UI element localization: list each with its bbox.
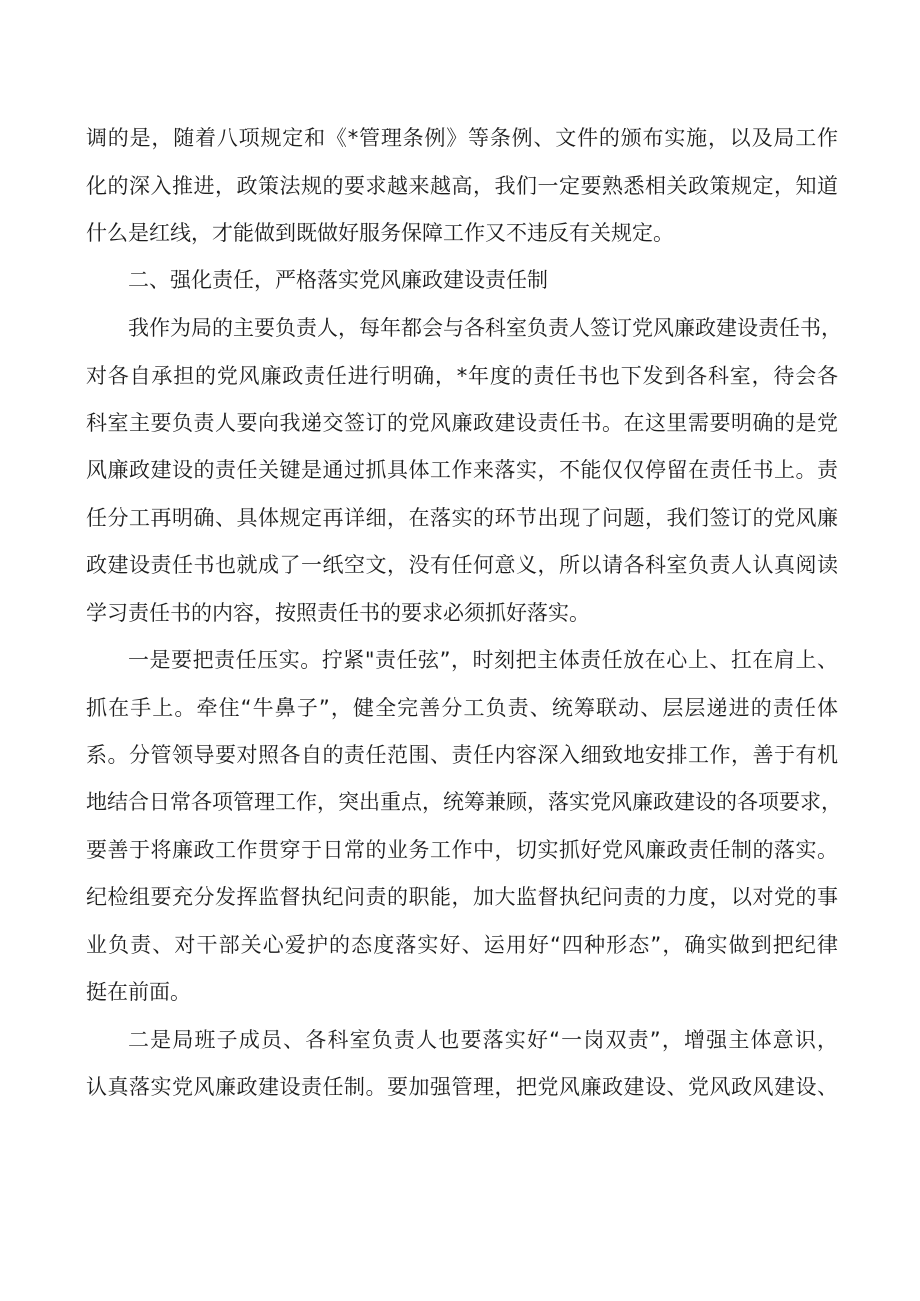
text-line: 调的是，随着八项规定和《*管理条例》等条例、文件的颁布实施，以及局工作: [86, 126, 838, 150]
text-line: 认真落实党风廉政建设责任制。要加强管理，把党风廉政建设、党风政风建设、: [86, 1075, 838, 1099]
text-line: 风廉政建设的责任关键是通过抓具体工作来落实，不能仅仅停留在责任书上。责: [86, 458, 838, 482]
text-line: 挺在前面。: [86, 980, 191, 1004]
text-line: 科室主要负责人要向我递交签订的党风廉政建设责任书。在这里需要明确的是党: [86, 411, 838, 435]
text-line: 学习责任书的内容，按照责任书的要求必须抓好落实。: [86, 601, 590, 625]
text-line: 要善于将廉政工作贯穿于日常的业务工作中，切实抓好党风廉政责任制的落实。: [86, 838, 838, 862]
text-line: 业负责、对干部关心爱护的态度落实好、运用好“四种形态”，确实做到把纪律: [86, 933, 838, 957]
text-line: 化的深入推进，政策法规的要求越来越高，我们一定要熟悉相关政策规定，知道: [86, 174, 838, 198]
text-line: 什么是红线，才能做到既做好服务保障工作又不违反有关规定。: [86, 221, 674, 245]
text-line: 任分工再明确、具体规定再详细，在落实的环节出现了问题，我们签订的党风廉: [86, 506, 838, 530]
text-line: 系。分管领导要对照各自的责任范围、责任内容深入细致地安排工作，善于有机: [86, 743, 838, 767]
text-line: 我作为局的主要负责人，每年都会与各科室负责人签订党风廉政建设责任书，: [128, 316, 842, 340]
text-line: 纪检组要充分发挥监督执纪问责的职能，加大监督执纪问责的力度，以对党的事: [86, 885, 838, 909]
text-line: 政建设责任书也就成了一纸空文，没有任何意义，所以请各科室负责人认真阅读: [86, 553, 838, 577]
text-line: 二是局班子成员、各科室负责人也要落实好“一岗双责”，增强主体意识，: [128, 1028, 838, 1052]
text-line: 对各自承担的党风廉政责任进行明确，*年度的责任书也下发到各科室，待会各: [86, 364, 838, 388]
text-line: 抓在手上。牵住“牛鼻子”，健全完善分工负责、统筹联动、层层递进的责任体: [86, 696, 838, 720]
text-line: 地结合日常各项管理工作，突出重点，统筹兼顾，落实党风廉政建设的各项要求，: [86, 790, 842, 814]
section-heading: 二、强化责任，严格落实党风廉政建设责任制: [128, 268, 548, 292]
text-line: 一是要把责任压实。拧紧"责任弦”，时刻把主体责任放在心上、扛在肩上、: [128, 648, 838, 672]
